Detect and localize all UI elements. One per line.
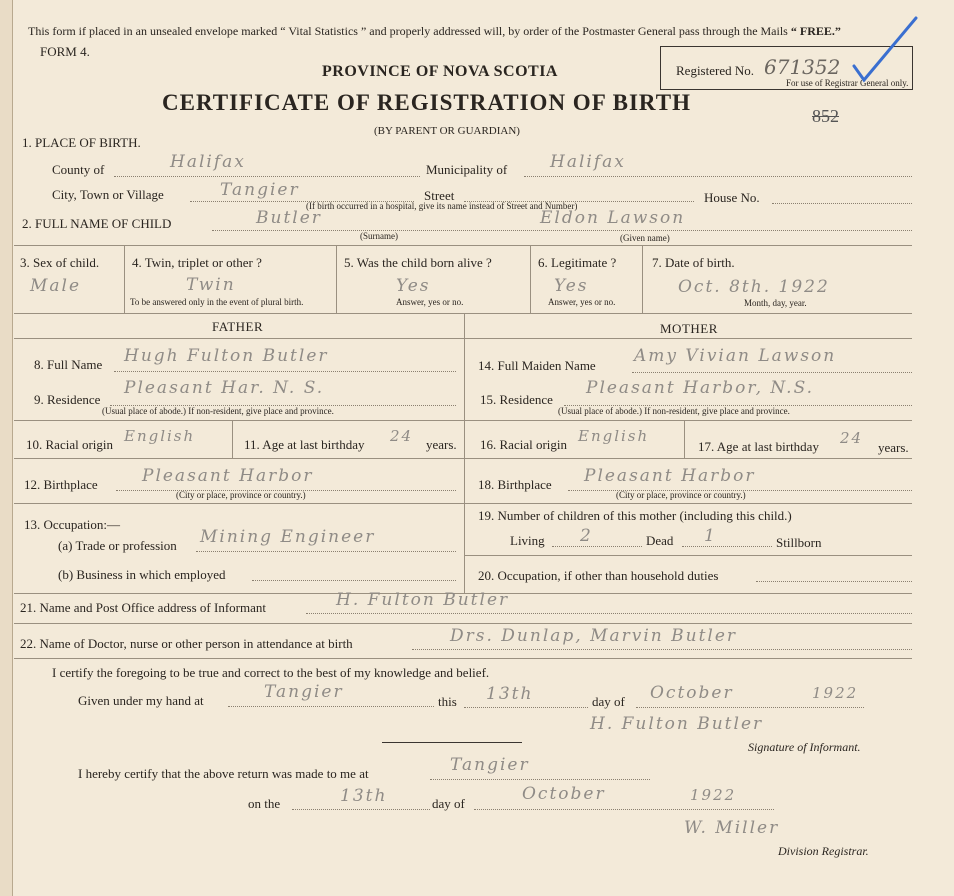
surname-value: Butler	[256, 208, 322, 228]
alive-value: Yes	[396, 276, 431, 296]
twin-note: To be answered only in the event of plural birth.	[130, 297, 304, 307]
father-race-label: 10. Racial origin	[26, 437, 114, 452]
signature-informant-label: Signature of Informant.	[748, 740, 861, 754]
mother-name-label: 14. Full Maiden Name	[478, 358, 596, 373]
on-the-label: on the	[248, 796, 281, 811]
check-mark-icon	[850, 14, 922, 86]
dead-value: 1	[704, 526, 717, 546]
county-label: County of	[52, 162, 105, 177]
this-label: this	[438, 694, 457, 709]
mother-residence-note: (Usual place of abode.) If non-resident, give place and province.	[558, 406, 790, 416]
month-value: October	[650, 683, 734, 703]
mother-children-label: 19. Number of children of this mother (including this child.)	[478, 508, 792, 523]
registrar-signature: W. Miller	[684, 818, 780, 838]
given-under-label: Given under my hand at	[78, 693, 204, 708]
mother-birthplace-note: (City or place, province or country.)	[616, 490, 746, 500]
surname-note: (Surname)	[360, 231, 398, 241]
father-birthplace-label: 12. Birthplace	[24, 477, 98, 492]
page-binding-edge	[0, 0, 13, 896]
father-name-value: Hugh Fulton Butler	[124, 346, 329, 366]
division-registrar-label: Division Registrar.	[778, 844, 869, 858]
twin-value: Twin	[186, 275, 236, 295]
dead-label: Dead	[646, 533, 674, 548]
mother-residence-label: 15. Residence	[480, 392, 553, 407]
city-value: Tangier	[220, 180, 300, 200]
registered-label: Registered No.	[676, 63, 754, 78]
municipality-value: Halifax	[550, 152, 626, 172]
page-subtitle: (BY PARENT OR GUARDIAN)	[374, 125, 520, 137]
father-name-label: 8. Full Name	[34, 357, 103, 372]
father-residence-note: (Usual place of abode.) If non-resident, give place and province.	[102, 406, 334, 416]
month-2-value: October	[522, 784, 606, 804]
free-text: “ FREE.”	[790, 24, 841, 38]
mother-birthplace-label: 18. Birthplace	[478, 477, 552, 492]
mother-age-label: 17. Age at last birthday	[698, 439, 819, 454]
alive-note: Answer, yes or no.	[396, 297, 464, 307]
page-title: CERTIFICATE OF REGISTRATION OF BIRTH	[162, 90, 691, 115]
informant-signature: H. Fulton Butler	[590, 714, 764, 734]
father-residence-label: 9. Residence	[34, 392, 101, 407]
dob-value: Oct. 8th. 1922	[678, 277, 830, 297]
father-trade-label: (a) Trade or profession	[58, 538, 177, 553]
legitimate-note: Answer, yes or no.	[548, 297, 616, 307]
father-birthplace-note: (City or place, province or country.)	[176, 490, 306, 500]
mail-notice	[28, 24, 841, 39]
mother-name-value: Amy Vivian Lawson	[634, 346, 837, 366]
mother-heading: MOTHER	[660, 321, 718, 336]
doctor-label: 22. Name of Doctor, nurse or other person in attendance at birth	[20, 636, 353, 651]
living-label: Living	[510, 533, 545, 548]
informant-label: 21. Name and Post Office address of Informant	[20, 600, 266, 615]
street-note: (If birth occurred in a hospital, give its name instead of Street and Number)	[306, 201, 578, 211]
mail-notice-text: This form if placed in an unsealed envelope marked “ Vital Statistics ” and properly addressed will, by order of the Postmaster General pass through the Mails	[28, 24, 788, 38]
full-name-label: 2. FULL NAME OF CHILD	[22, 216, 172, 231]
mother-residence-value: Pleasant Harbor, N.S.	[586, 378, 815, 398]
legitimate-label: 6. Legitimate ?	[538, 255, 617, 270]
father-race-value: English	[124, 427, 196, 445]
given-note: (Given name)	[620, 233, 670, 243]
province-heading: PROVINCE OF NOVA SCOTIA	[322, 63, 558, 80]
father-trade-value: Mining Engineer	[200, 527, 376, 547]
father-residence-value: Pleasant Har. N. S.	[124, 378, 325, 398]
mother-age-unit: years.	[878, 440, 909, 455]
registered-note: For use of Registrar General only.	[786, 78, 909, 88]
given-place-value: Tangier	[264, 682, 344, 702]
this-day-value: 13th	[486, 684, 534, 704]
father-business-label: (b) Business in which employed	[58, 567, 226, 582]
mother-occupation-label: 20. Occupation, if other than household duties	[478, 568, 719, 583]
registrar-statement: I hereby certify that the above return was made to me at	[78, 766, 369, 781]
form-number: FORM 4.	[40, 44, 90, 59]
street-label: Street	[424, 188, 455, 203]
alive-label: 5. Was the child born alive ?	[344, 255, 492, 270]
county-value: Halifax	[170, 152, 246, 172]
mother-age-value: 24	[840, 429, 864, 447]
registrar-place-value: Tangier	[450, 755, 530, 775]
place-of-birth-heading: 1. PLACE OF BIRTH.	[22, 135, 141, 150]
informant-value: H. Fulton Butler	[336, 590, 510, 610]
municipality-label: Municipality of	[426, 162, 508, 177]
stillborn-label: Stillborn	[776, 535, 822, 550]
dob-note: Month, day, year.	[744, 298, 807, 308]
mother-race-label: 16. Racial origin	[480, 437, 568, 452]
mother-race-value: English	[578, 427, 650, 445]
mother-birthplace-value: Pleasant Harbor	[584, 466, 756, 486]
father-occupation-label: 13. Occupation:—	[24, 517, 121, 532]
legitimate-value: Yes	[554, 276, 589, 296]
day-of-label: day of	[592, 694, 625, 709]
city-label: City, Town or Village	[52, 187, 164, 202]
given-name-value: Eldon Lawson	[540, 208, 686, 228]
year-2-value: 1922	[690, 786, 737, 804]
doctor-value: Drs. Dunlap, Marvin Butler	[450, 626, 738, 646]
living-value: 2	[580, 526, 593, 546]
year-value: 1922	[812, 684, 859, 702]
registered-number: 671352	[764, 55, 841, 79]
sex-value: Male	[30, 276, 82, 296]
father-age-value: 24	[390, 427, 414, 445]
twin-label: 4. Twin, triplet or other ?	[132, 255, 262, 270]
dob-label: 7. Date of birth.	[652, 255, 735, 270]
father-heading: FATHER	[212, 319, 264, 334]
sex-label: 3. Sex of child.	[20, 255, 100, 270]
father-age-label: 11. Age at last birthday	[244, 437, 365, 452]
father-age-unit: years.	[426, 437, 457, 452]
on-the-value: 13th	[340, 786, 388, 806]
day-of-2-label: day of	[432, 796, 465, 811]
struck-number: 852	[812, 106, 839, 126]
house-label: House No.	[704, 190, 760, 205]
father-birthplace-value: Pleasant Harbor	[142, 466, 314, 486]
certify-statement: I certify the foregoing to be true and correct to the best of my knowledge and belief.	[52, 665, 490, 680]
